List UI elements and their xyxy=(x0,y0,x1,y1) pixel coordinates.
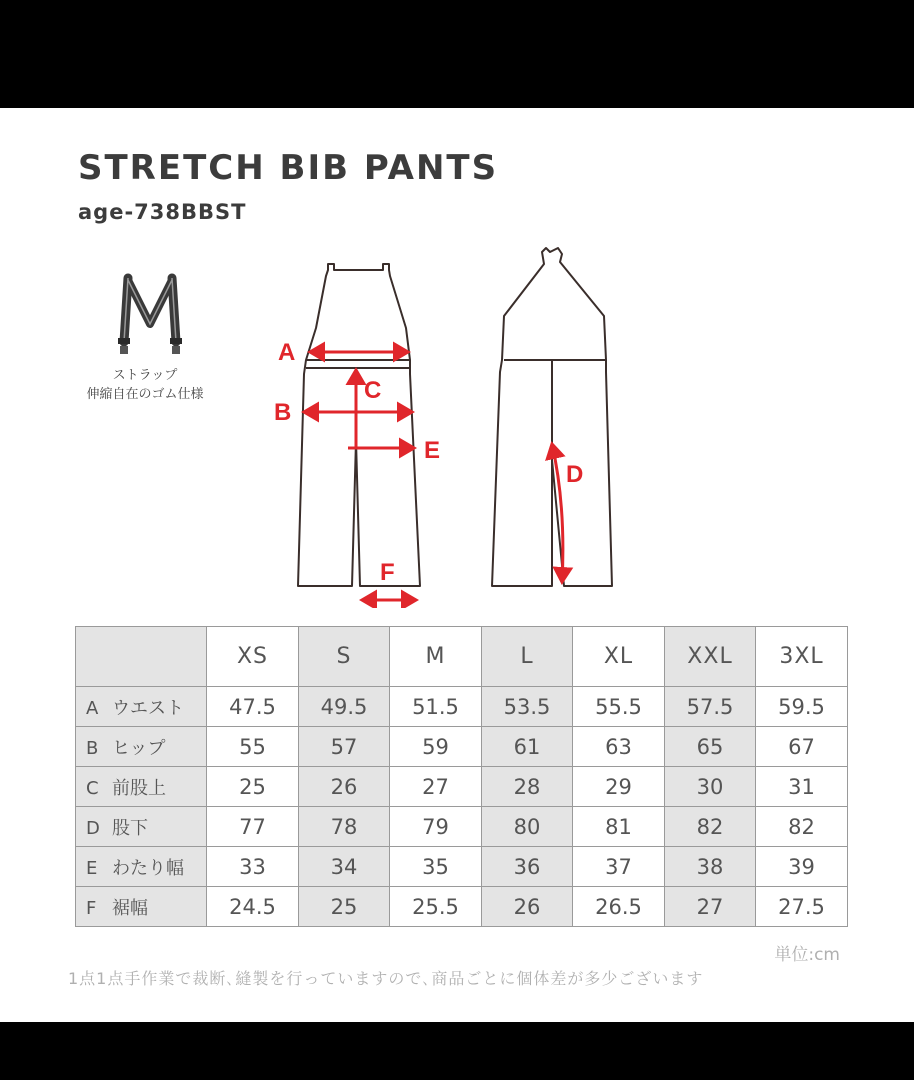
table-row xyxy=(76,887,848,927)
table-cell: 29 xyxy=(573,767,665,807)
table-cell: 78 xyxy=(299,807,390,847)
table-cell: 80 xyxy=(482,807,573,847)
table-cell: 35 xyxy=(390,847,482,887)
row-header xyxy=(76,687,207,727)
table-cell: 38 xyxy=(665,847,756,887)
table-cell: 55 xyxy=(207,727,299,767)
row-letter: D xyxy=(86,817,100,839)
table-cell: 27 xyxy=(390,767,482,807)
table-cell: 26 xyxy=(299,767,390,807)
row-header xyxy=(76,847,207,887)
table-cell: 59.5 xyxy=(756,687,848,727)
row-label: 前股上 xyxy=(112,777,166,799)
label-a: A xyxy=(278,339,296,366)
row-header xyxy=(76,887,207,927)
table-cell: 67 xyxy=(756,727,848,767)
strap-icon xyxy=(110,272,190,362)
table-row xyxy=(76,807,848,847)
row-letter: E xyxy=(86,857,98,879)
table-cell: 31 xyxy=(756,767,848,807)
label-e: E xyxy=(424,437,441,464)
table-cell: 39 xyxy=(756,847,848,887)
row-label: ウエスト xyxy=(112,697,184,719)
table-cell: 53.5 xyxy=(482,687,573,727)
size-header-row xyxy=(76,627,848,687)
row-letter: B xyxy=(86,737,99,759)
table-cell: 34 xyxy=(299,847,390,887)
size-table xyxy=(75,626,848,927)
row-label: ヒップ xyxy=(112,737,166,759)
table-cell: 82 xyxy=(665,807,756,847)
table-cell: 25 xyxy=(207,767,299,807)
size-header: L xyxy=(482,627,573,687)
table-cell: 55.5 xyxy=(573,687,665,727)
table-row xyxy=(76,767,848,807)
table-cell: 26 xyxy=(482,887,573,927)
size-header: M xyxy=(390,627,482,687)
table-cell: 57 xyxy=(299,727,390,767)
table-cell: 59 xyxy=(390,727,482,767)
table-cell: 25.5 xyxy=(390,887,482,927)
row-letter: C xyxy=(86,777,99,799)
table-cell: 61 xyxy=(482,727,573,767)
pants-front-view xyxy=(296,264,420,608)
table-row xyxy=(76,727,848,767)
table-cell: 25 xyxy=(299,887,390,927)
strap-caption-line1: ストラップ xyxy=(112,368,178,383)
row-header xyxy=(76,807,207,847)
top-black-bar xyxy=(0,0,914,108)
size-header: 3XL xyxy=(756,627,848,687)
size-header: XXL xyxy=(665,627,756,687)
table-cell: 81 xyxy=(573,807,665,847)
row-letter: A xyxy=(86,697,99,719)
table-cell: 51.5 xyxy=(390,687,482,727)
table-cell: 28 xyxy=(482,767,573,807)
table-row xyxy=(76,847,848,887)
strap-caption-line2: 伸縮自在のゴム仕様 xyxy=(86,387,204,402)
label-c: C xyxy=(364,377,382,404)
product-model-number: age-738BBST xyxy=(78,200,247,224)
label-d: D xyxy=(566,461,584,488)
table-cell: 57.5 xyxy=(665,687,756,727)
table-cell: 79 xyxy=(390,807,482,847)
table-cell: 82 xyxy=(756,807,848,847)
table-cell: 27 xyxy=(665,887,756,927)
table-cell: 37 xyxy=(573,847,665,887)
table-cell: 65 xyxy=(665,727,756,767)
unit-note: 単位:cm xyxy=(774,945,840,965)
label-f: F xyxy=(380,559,395,586)
table-cell: 47.5 xyxy=(207,687,299,727)
row-label: 裾幅 xyxy=(112,897,148,919)
table-cell: 24.5 xyxy=(207,887,299,927)
table-row xyxy=(76,687,848,727)
size-header: XL xyxy=(573,627,665,687)
row-letter: F xyxy=(86,897,97,919)
table-corner xyxy=(76,627,207,687)
table-cell: 49.5 xyxy=(299,687,390,727)
table-cell: 77 xyxy=(207,807,299,847)
label-b: B xyxy=(274,399,292,426)
table-cell: 36 xyxy=(482,847,573,887)
product-title: STRETCH BIB PANTS xyxy=(78,148,499,188)
table-cell: 26.5 xyxy=(573,887,665,927)
size-chart-sheet xyxy=(0,108,914,1022)
row-label: 股下 xyxy=(112,817,148,839)
size-header: S xyxy=(299,627,390,687)
table-cell: 33 xyxy=(207,847,299,887)
handmade-footnote: 1点1点手作業で裁断､縫製を行っていますので､商品ごとに個体差が多少ございます xyxy=(68,969,704,988)
row-header xyxy=(76,767,207,807)
pants-back-view xyxy=(492,248,612,586)
table-cell: 63 xyxy=(573,727,665,767)
bottom-black-bar xyxy=(0,1022,914,1080)
strap-caption xyxy=(60,366,230,404)
row-label: わたり幅 xyxy=(112,857,184,879)
size-header: XS xyxy=(207,627,299,687)
pants-measurement-diagram xyxy=(260,236,660,608)
table-cell: 27.5 xyxy=(756,887,848,927)
row-header xyxy=(76,727,207,767)
table-cell: 30 xyxy=(665,767,756,807)
